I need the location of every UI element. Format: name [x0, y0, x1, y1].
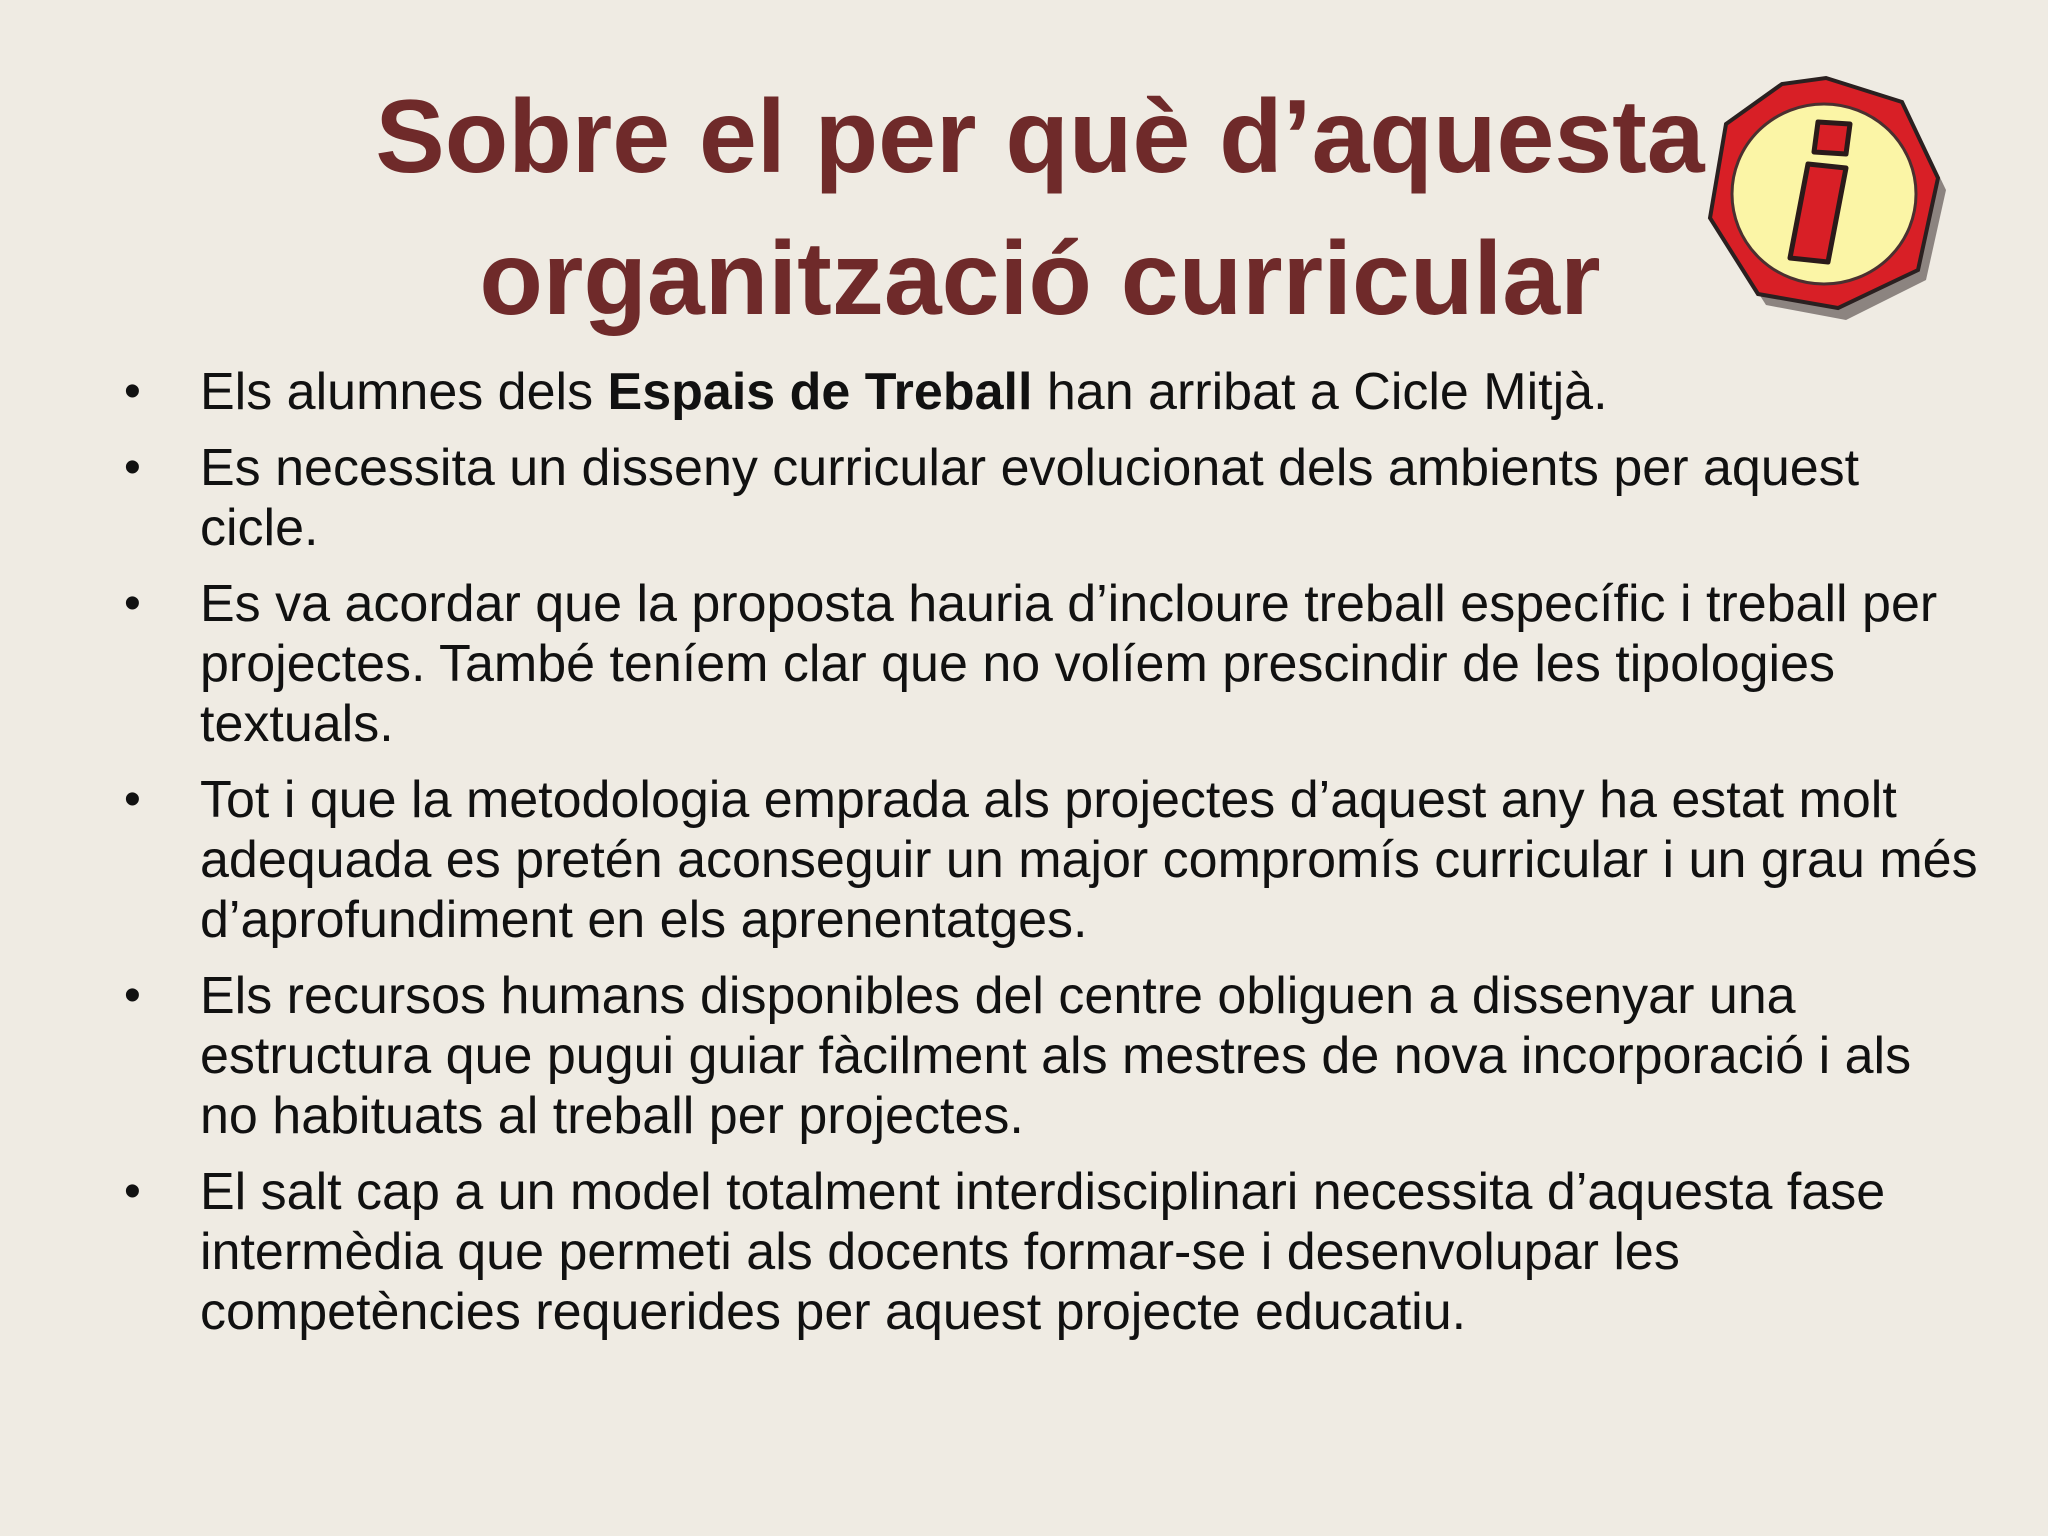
bullet-marker: •: [124, 365, 141, 418]
bullet-list: [118, 362, 1978, 1358]
bullet-marker: •: [124, 441, 141, 494]
bullet-marker: •: [124, 969, 141, 1022]
title-line-2: organització curricular: [479, 221, 1601, 337]
bullet-text: Els alumnes dels Espais de Treball han arribat a Cicle Mitjà.: [200, 363, 1608, 421]
bullet-marker: •: [124, 773, 141, 826]
bullet-text: Tot i que la metodologia emprada als projectes d’aquest any ha estat molt adequada es pretén aconseguir un major compromís curricular i un grau més d’aprofundiment en els aprenentatges.: [200, 771, 1978, 949]
bullet-item: [118, 574, 1978, 754]
bullet-item: [118, 966, 1978, 1146]
bullet-item: [118, 1162, 1978, 1342]
info-icon: [1700, 72, 1950, 322]
bullet-text: El salt cap a un model totalment interdisciplinari necessita d’aquesta fase intermèdia que permeti als docents formar-se i desenvolupar les competències requerides per aquest projecte educatiu.: [200, 1163, 1886, 1341]
bullet-text: Els recursos humans disponibles del centre obliguen a dissenyar una estructura que pugui guiar fàcilment als mestres de nova incorporació i als no habituats al treball per projectes.: [200, 967, 1912, 1145]
bullet-marker: •: [124, 1165, 141, 1218]
bullet-item: [118, 770, 1978, 950]
title-line-1: Sobre el per què d’aquesta: [375, 79, 1705, 195]
bullet-item: [118, 362, 1978, 422]
slide-title: [260, 66, 1820, 350]
bullet-text: Es va acordar que la proposta hauria d’incloure treball específic i treball per projectes. També teníem clar que no volíem prescindir de les tipologies textuals.: [200, 575, 1938, 753]
bullet-marker: •: [124, 577, 141, 630]
bullet-bold-text: Espais de Treball: [607, 363, 1033, 421]
bullet-text: Es necessita un disseny curricular evolucionat dels ambients per aquest cicle.: [200, 439, 1860, 557]
bullet-item: [118, 438, 1978, 558]
